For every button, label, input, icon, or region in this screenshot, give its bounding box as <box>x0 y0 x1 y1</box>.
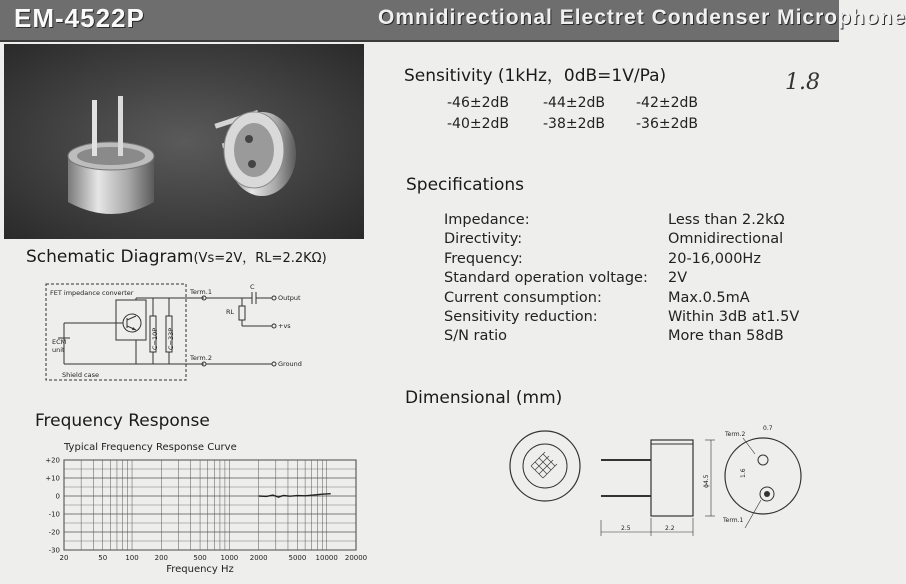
frequency-response-title: Frequency Response <box>35 411 210 431</box>
c10-label: C=10P <box>151 327 159 350</box>
ground-label: Ground <box>278 360 302 368</box>
cap-label: C <box>250 283 255 291</box>
dim-width: 0.7 <box>763 425 773 432</box>
c33-label: C=33P <box>167 327 175 350</box>
spec-value: Omnidirectional <box>668 231 784 248</box>
x-axis-label: Frequency Hz <box>166 564 234 575</box>
front-view <box>510 431 580 501</box>
rear-view <box>722 425 801 528</box>
sensitivity-option: -40±2dB <box>447 116 509 132</box>
x-tick-label: 20 <box>59 554 69 562</box>
schematic-title-text: Schematic Diagram <box>26 247 194 267</box>
spec-values <box>668 211 799 347</box>
sensitivity-option: -46±2dB <box>447 95 509 111</box>
sensitivity-option: -38±2dB <box>543 116 605 132</box>
shield-label: Shield case <box>62 371 99 379</box>
sensitivity-option: -36±2dB <box>636 116 698 132</box>
term2-label: Term.2 <box>190 354 212 362</box>
schematic-title <box>26 247 327 267</box>
frequency-response-chart <box>28 436 368 582</box>
dim-d2: 2.2 <box>665 525 675 532</box>
chart-title: Typical Frequency Response Curve <box>64 442 237 453</box>
spec-label: Sensitivity reduction: <box>444 309 598 326</box>
x-tick-label: 100 <box>125 554 139 562</box>
fet-label: FET impedance converter <box>50 289 134 297</box>
spec-value: Within 3dB at1.5V <box>668 309 800 326</box>
schematic-conditions: (Vs=2V，RL=2.2KΩ) <box>193 251 327 266</box>
y-tick-label: +20 <box>45 456 60 465</box>
sensitivity-title: Sensitivity (1kHz，0dB=1V/Pa) <box>404 66 667 86</box>
sensitivity-option: -44±2dB <box>543 95 605 111</box>
spec-label: Standard operation voltage: <box>444 270 648 287</box>
spec-label: Frequency: <box>444 250 523 267</box>
x-tick-label: 5000 <box>288 554 307 562</box>
term2-label: Term.2 <box>725 431 746 438</box>
term1-label: Term.1 <box>723 517 744 524</box>
vs-label: +vs <box>278 322 291 330</box>
y-tick-label: -10 <box>48 510 60 519</box>
x-tick-label: 2000 <box>249 554 268 562</box>
y-tick-label: -30 <box>48 546 60 555</box>
x-tick-label: 20000 <box>344 554 368 562</box>
dim-d1: 2.5 <box>621 525 631 532</box>
series-line <box>259 494 331 497</box>
spec-value: Max.0.5mA <box>668 289 750 306</box>
spec-label: Directivity: <box>444 231 523 248</box>
specifications-title: Specifications <box>406 175 525 195</box>
product-subtitle: Omnidirectional Electret Condenser Microphone <box>378 6 906 29</box>
y-tick-label: 0 <box>55 492 60 501</box>
spec-label: Current consumption: <box>444 289 602 306</box>
term1-label: Term.1 <box>190 288 212 296</box>
rl-label: RL <box>226 308 235 316</box>
x-tick-label: 200 <box>154 554 169 562</box>
x-tick-label: 50 <box>98 554 108 562</box>
x-tick-label: 10000 <box>315 554 338 562</box>
dim-diameter: ϕ4.5 <box>703 474 710 488</box>
dimensional-title: Dimensional (mm) <box>405 388 563 408</box>
ecm-label: ECM <box>52 338 67 346</box>
x-tick-label: 500 <box>193 554 207 562</box>
dim-height: 1.6 <box>740 468 747 478</box>
dimensional-drawing <box>505 418 810 548</box>
x-tick-label: 1000 <box>220 554 239 562</box>
model-number: EM-4522P <box>14 3 145 33</box>
product-photo <box>4 44 364 239</box>
spec-label: Impedance: <box>444 212 530 228</box>
spec-value: More than 58dB <box>668 328 784 345</box>
spec-value: 2V <box>668 270 688 287</box>
y-tick-label: +10 <box>45 474 60 483</box>
side-view <box>601 440 715 536</box>
spec-labels <box>444 211 648 347</box>
spec-value: Less than 2.2kΩ <box>668 212 785 228</box>
schematic-diagram <box>44 280 320 384</box>
spec-label: S/N ratio <box>444 328 507 345</box>
output-label: Output <box>278 294 301 302</box>
handwritten-note: 1.8 <box>785 70 820 95</box>
sensitivity-option: -42±2dB <box>636 95 698 111</box>
spec-value: 20-16,000Hz <box>668 250 761 267</box>
unit-label: unit <box>52 346 65 354</box>
y-tick-label: -20 <box>48 528 60 537</box>
